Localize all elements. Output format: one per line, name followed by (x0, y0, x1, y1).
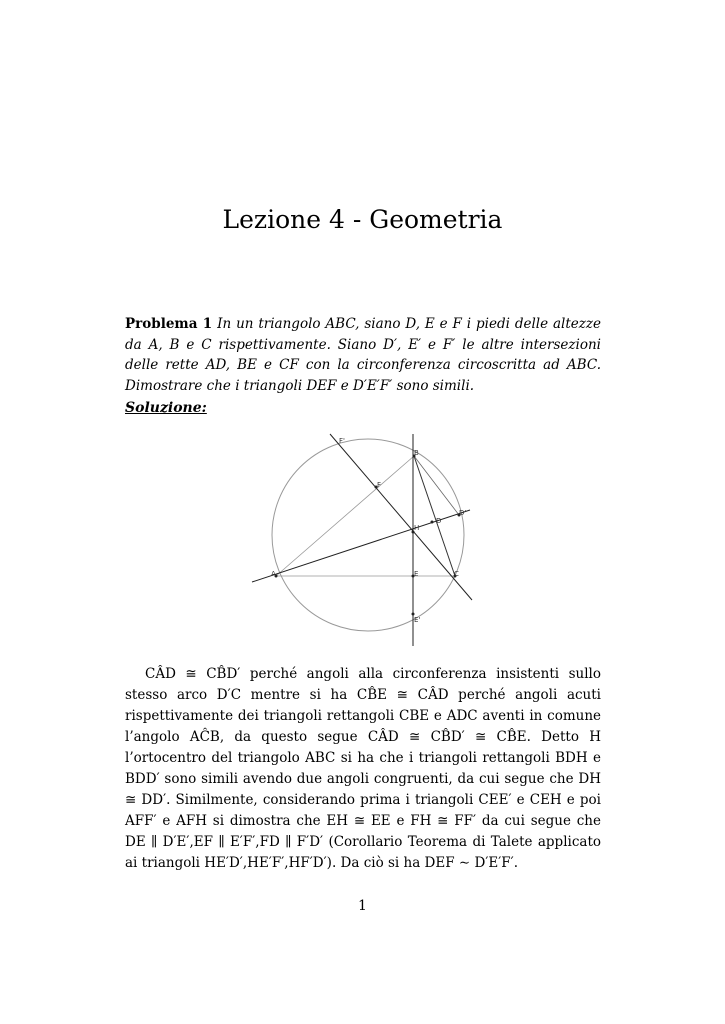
side-ab (276, 456, 414, 576)
page-number: 1 (358, 898, 367, 914)
problem-statement (125, 314, 601, 396)
label-dprime: D' (459, 509, 467, 517)
segment-b-dprime (414, 456, 459, 515)
label-a: A (271, 570, 276, 578)
label-fprime: F' (339, 437, 345, 445)
altitude-cf-line (330, 434, 472, 600)
label-b: B (414, 449, 419, 457)
label-d: D (436, 517, 442, 525)
proof-text (125, 664, 601, 874)
page-title: Lezione 4 - Geometria (222, 205, 503, 234)
solution-heading: Soluzione: (125, 400, 207, 416)
label-e: E (414, 570, 419, 578)
circumcircle (272, 439, 467, 631)
side-bc (414, 456, 455, 576)
label-eprime: E' (414, 616, 421, 624)
geometry-figure (240, 428, 490, 648)
label-f: F (377, 481, 382, 489)
label-c: C (454, 570, 459, 578)
label-h: H (414, 524, 420, 532)
problem-label: Problema 1 (125, 316, 213, 332)
problem-text: In un triangolo ABC, siano D, E e F i piedi delle altezze da A, B e C rispettivamente. Siano D′, E′ e F′ le altre intersezioni delle rette AD, BE e CF con la circonferenza circoscritta ad ABC. Dimostrare che i triangoli DEF e D′E′F′ sono simili. (125, 316, 601, 394)
proof-paragraph: CÂD ≅ CB̂D′ perché angoli alla circonferenza insistenti sullo stesso arco D′C mentre si ha CB̂E ≅ CÂD perché angoli acuti rispettivamente dei triangoli rettangoli CBE e ADC aventi in comune l’angolo AĈB, da questo segue CÂD ≅ CB̂D′ ≅ CB̂E. Detto H l’ortocentro del triangolo ABC si ha che i triangoli rettangoli BDH e BDD′ sono simili avendo due angoli congruenti, da cui segue che DH ≅ DD′. Similmente, considerando prima i triangoli CEE′ e CEH e poi AFF′ e AFH si dimostra che EH ≅ EE e FH ≅ FF′ da cui segue che DE ∥ D′E′,EF ∥ E′F′,FD ∥ F′D′ (Corollario Teorema di Talete applicato ai triangoli HE′D′,HE′F′,HF′D′). Da ciò si ha DEF ∼ D′E′F′. (125, 666, 601, 871)
